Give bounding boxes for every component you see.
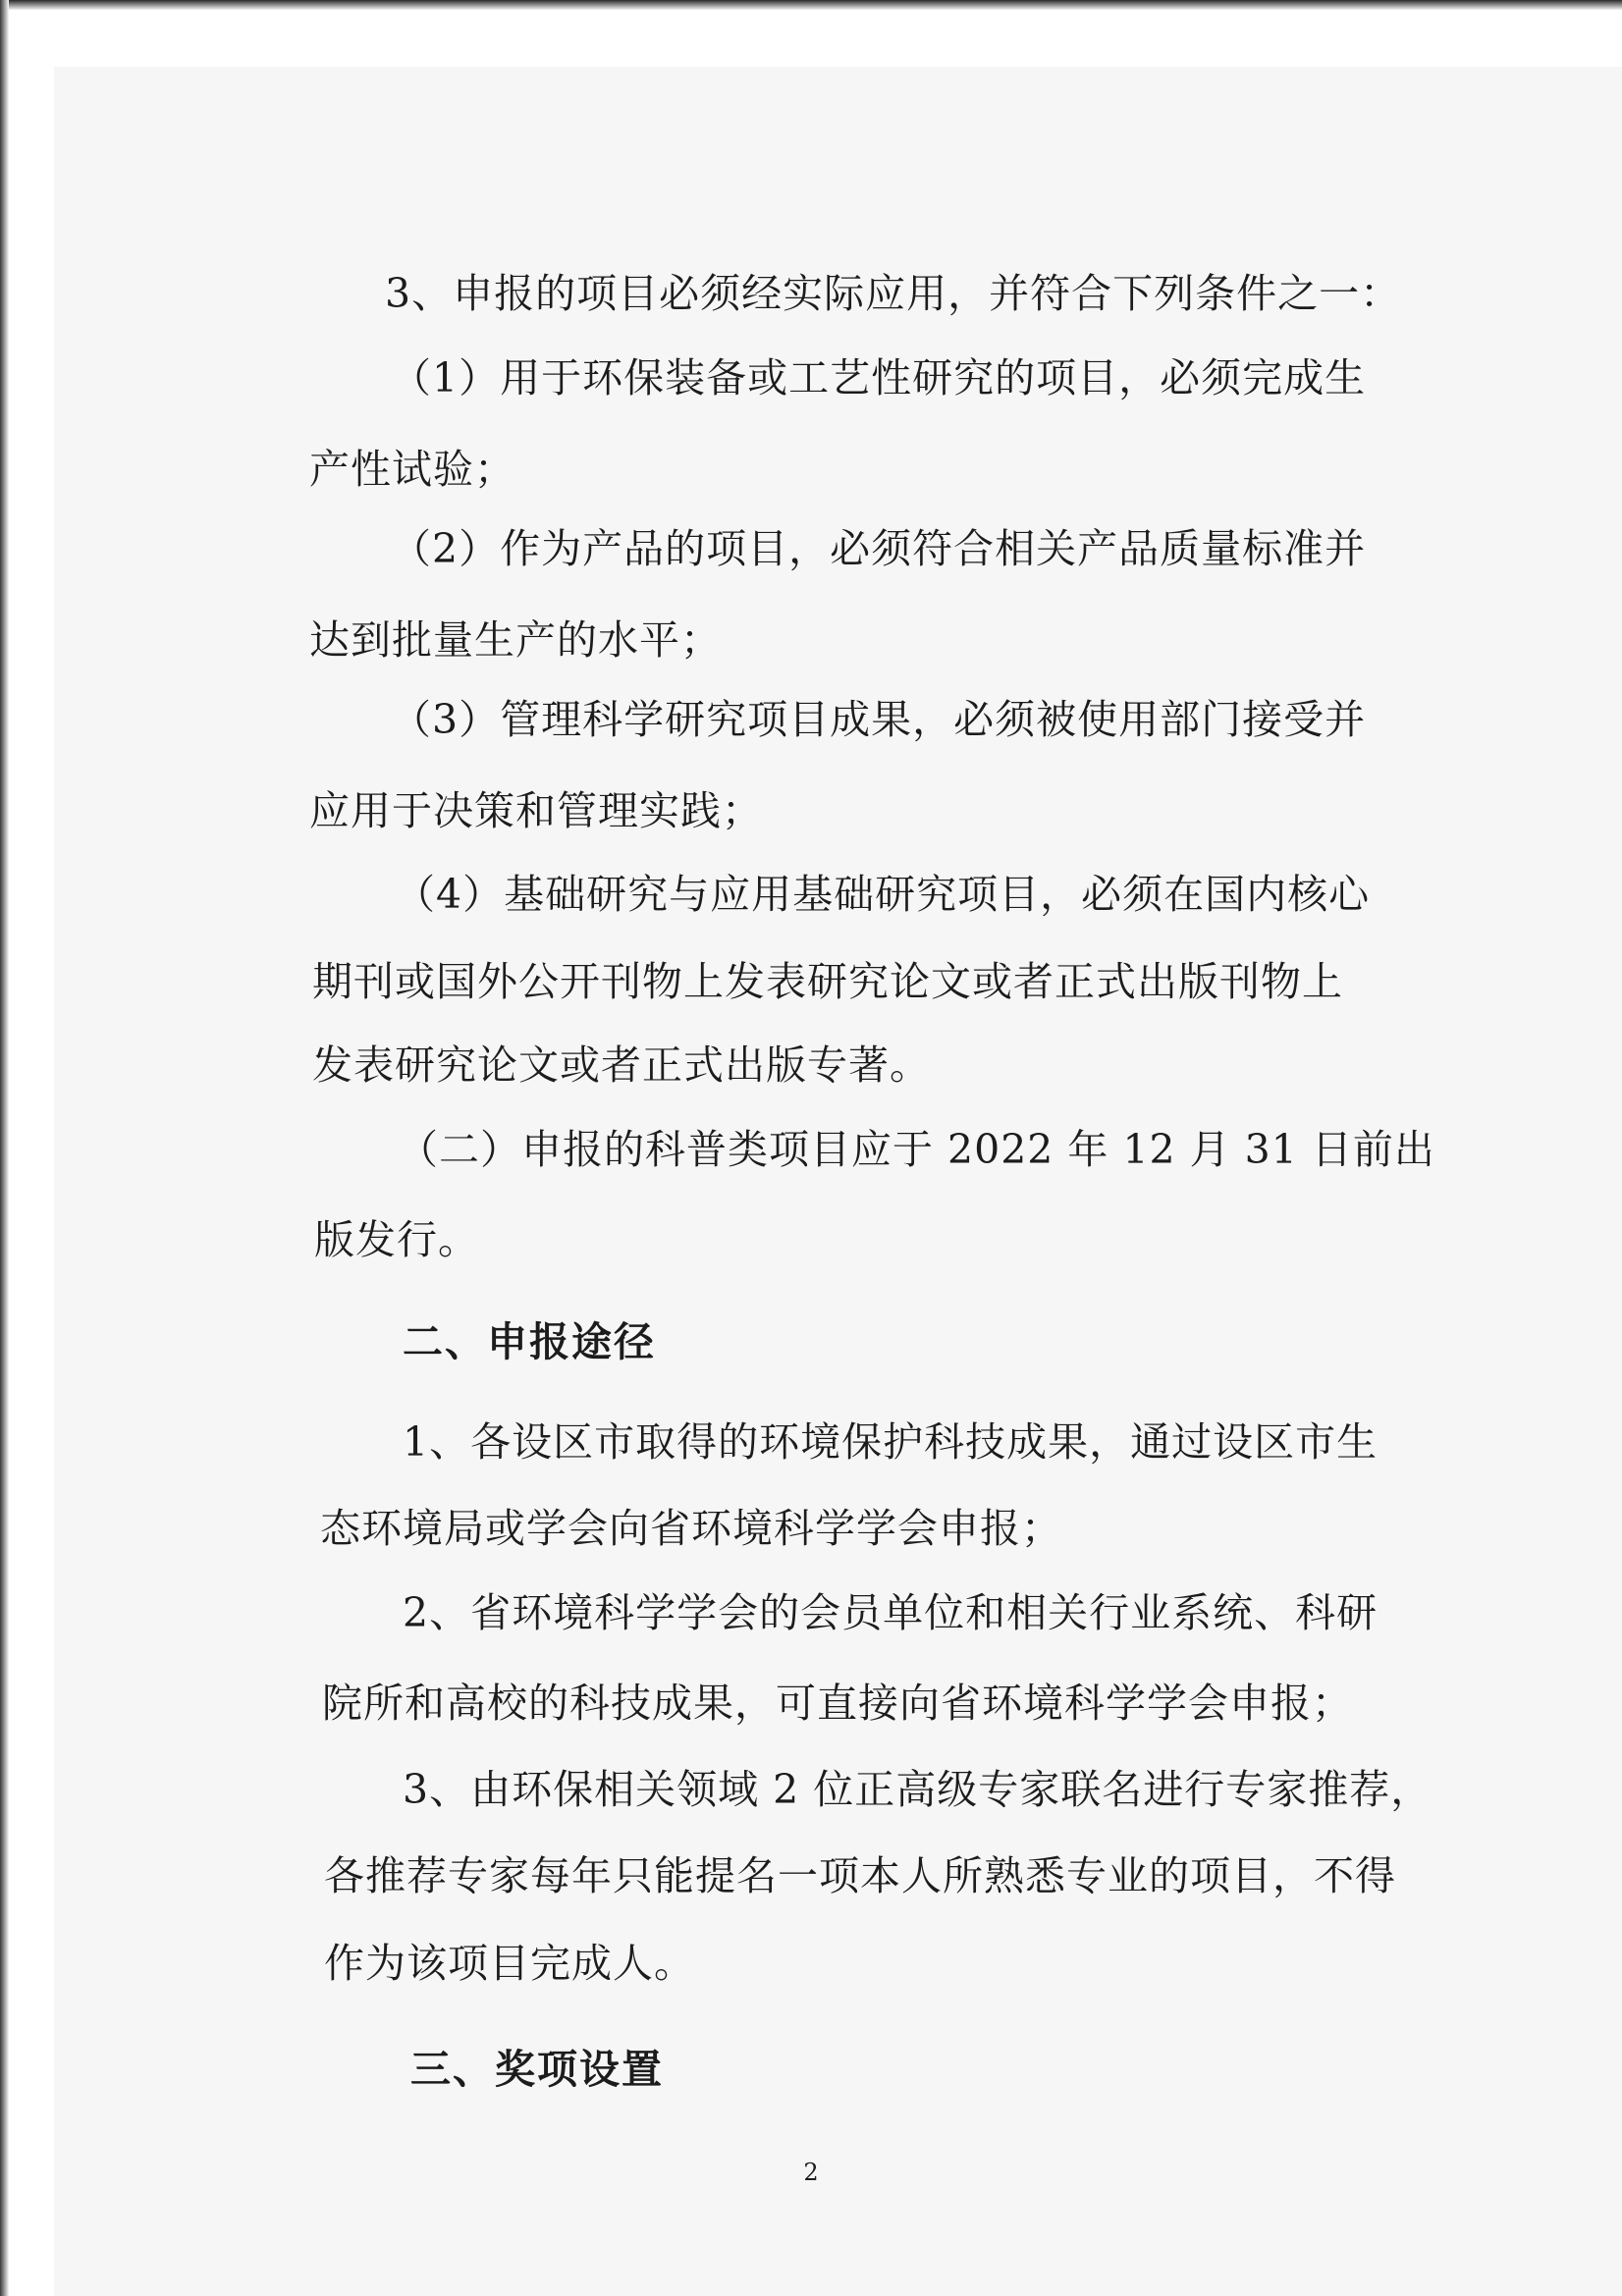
body-line: （3）管理科学研究项目成果，必须被使用部门接受并 [391, 696, 1367, 743]
section-heading: 二、申报途径 [403, 1318, 656, 1365]
body-line: 期刊或国外公开刊物上发表研究论文或者正式出版刊物上 [312, 958, 1343, 1005]
section-heading: 三、奖项设置 [410, 2046, 664, 2093]
scan-edge-top [0, 0, 1622, 10]
body-line: 2、省环境科学学会的会员单位和相关行业系统、科研 [403, 1589, 1379, 1636]
body-line: 应用于决策和管理实践； [309, 787, 763, 834]
body-line: 作为该项目完成人。 [324, 1940, 695, 1987]
body-line: 态环境局或学会向省环境科学学会申报； [320, 1505, 1062, 1552]
body-line: 3、申报的项目必须经实际应用，并符合下列条件之一： [385, 270, 1402, 317]
body-line: 达到批量生产的水平； [309, 616, 722, 664]
body-line: （二）申报的科普类项目应于 2022 年 12 月 31 日前出 [398, 1126, 1435, 1173]
body-line: （4）基础研究与应用基础研究项目，必须在国内核心 [395, 871, 1371, 918]
body-line: 版发行。 [314, 1216, 479, 1263]
body-line: （1）用于环保装备或工艺性研究的项目，必须完成生 [391, 354, 1367, 401]
body-line: （2）作为产品的项目，必须符合相关产品质量标准并 [391, 525, 1367, 572]
page-number: 2 [803, 2159, 819, 2186]
body-line: 3、由环保相关领域 2 位正高级专家联名进行专家推荐， [403, 1766, 1433, 1813]
body-line: 产性试验； [309, 446, 515, 493]
body-line: 发表研究论文或者正式出版专著。 [312, 1041, 931, 1089]
body-line: 院所和高校的科技成果，可直接向省环境科学学会申报； [322, 1680, 1353, 1727]
scan-edge-left [0, 0, 9, 2296]
body-line: 1、各设区市取得的环境保护科技成果，通过设区市生 [403, 1418, 1379, 1466]
body-line: 各推荐专家每年只能提名一项本人所熟悉专业的项目，不得 [324, 1852, 1396, 1899]
